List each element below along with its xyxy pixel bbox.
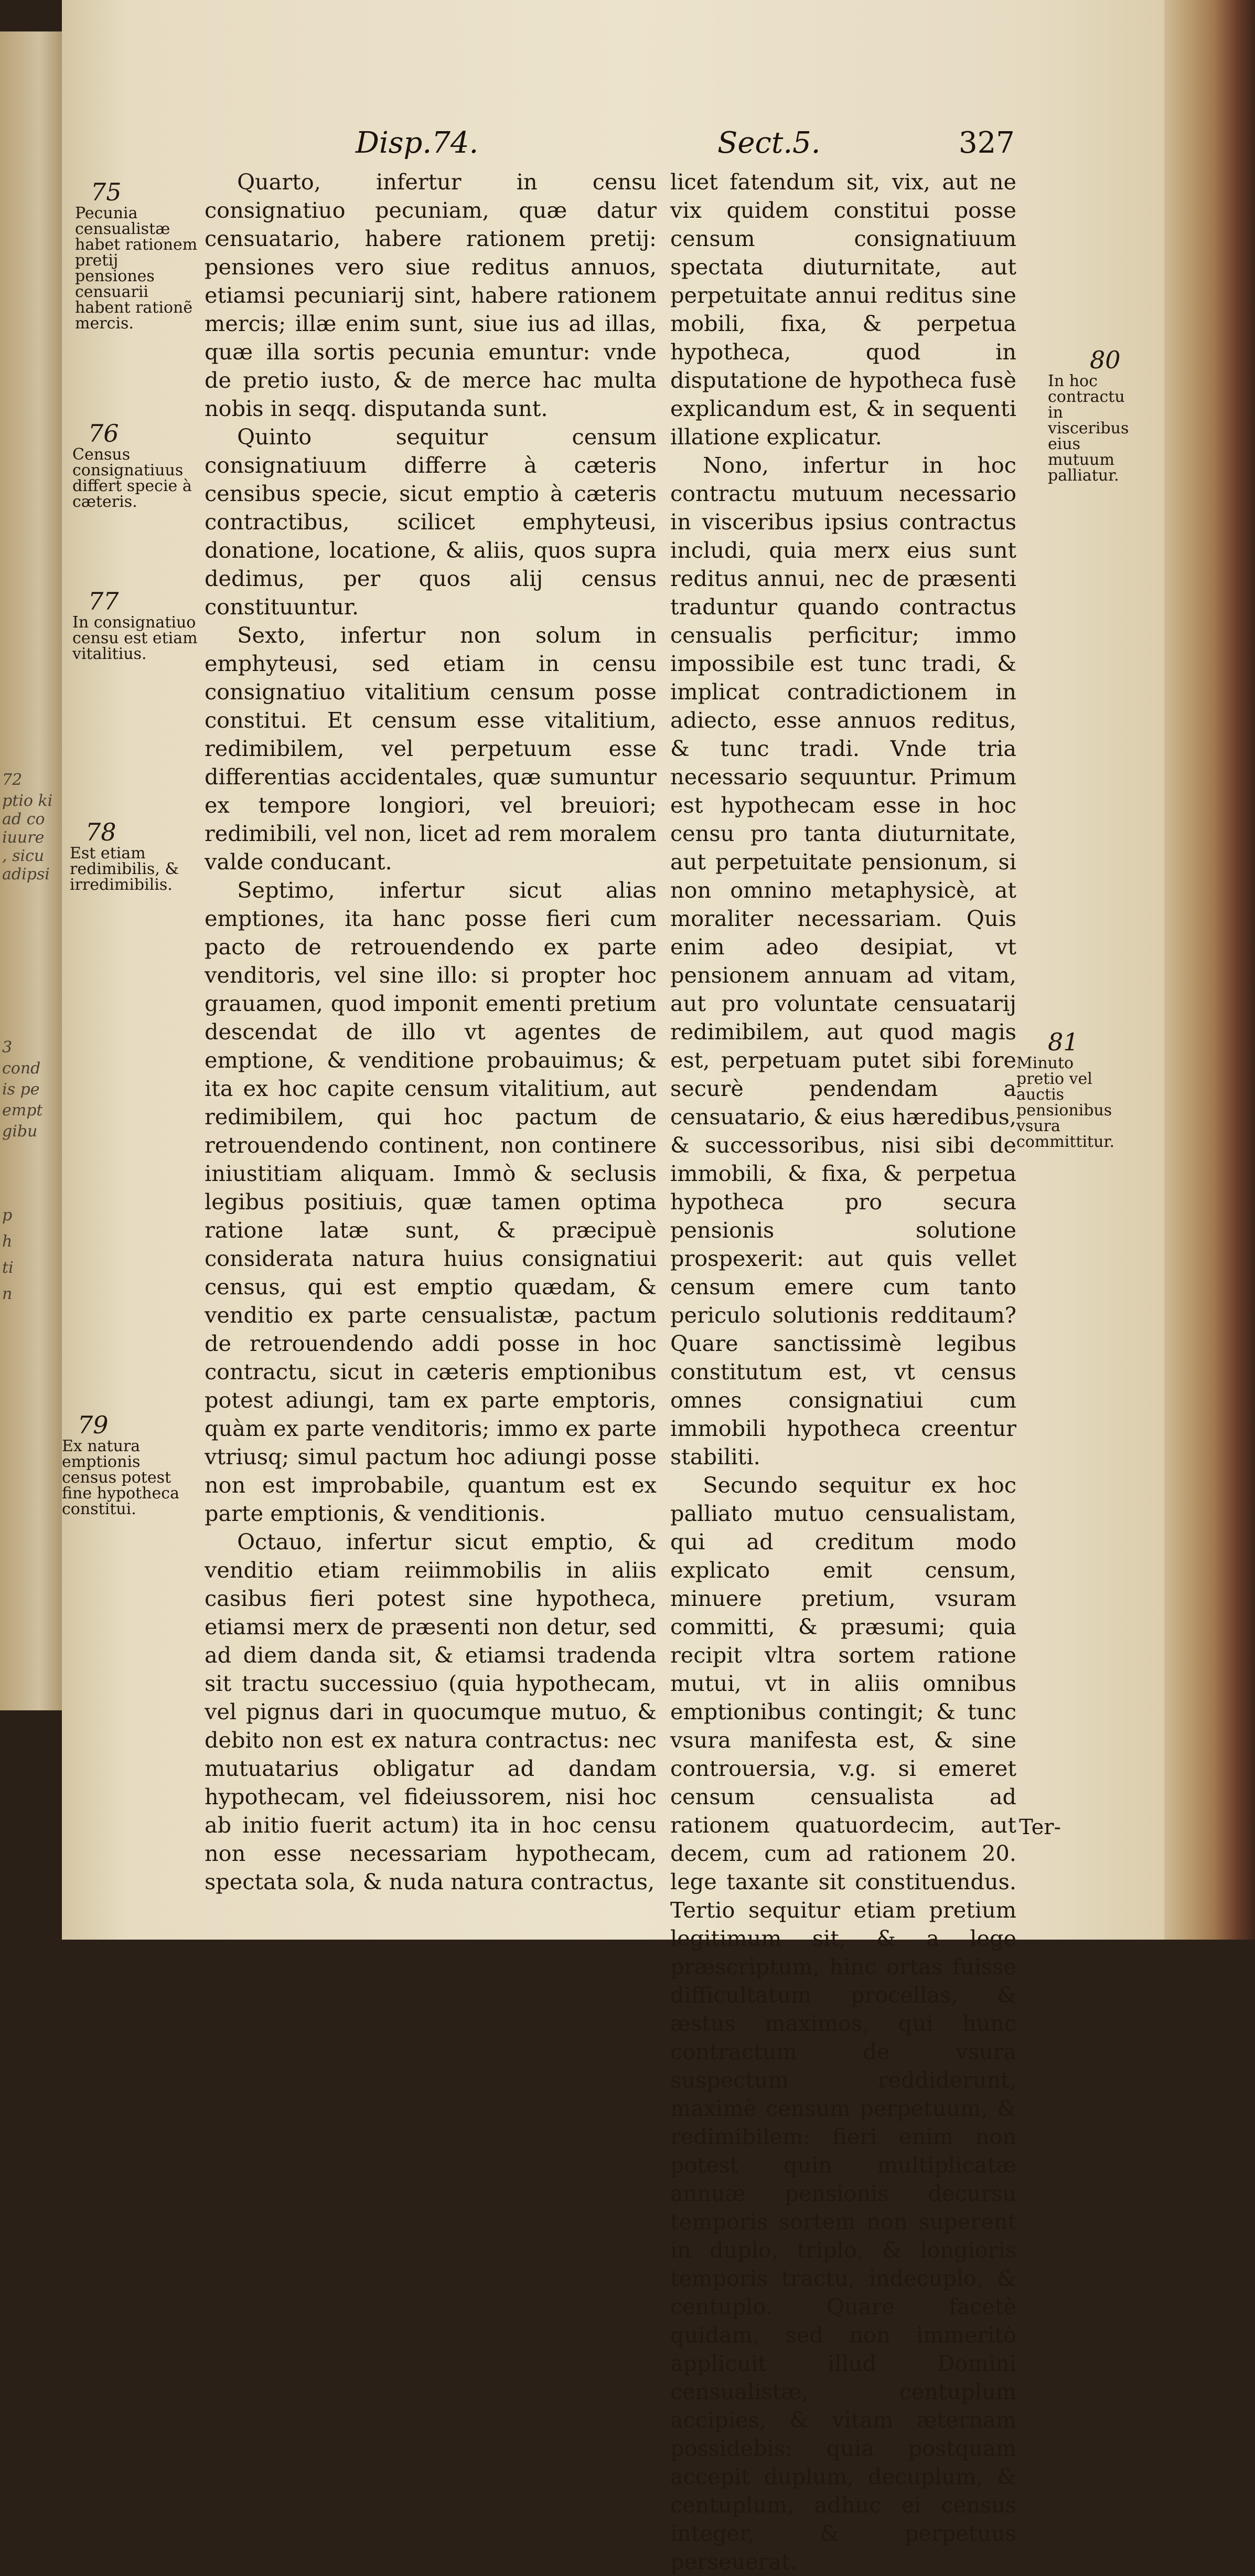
- margin-note: [72, 588, 198, 662]
- paragraph: Quinto sequitur censum consignatiuum differre à cæteris censibus specie, sicut emptio à cæteris contractibus, scilicet emphyteusi, donatione, locatione, & aliis, quos supra dedimus, per quos alij census constituuntur.: [205, 424, 657, 620]
- paragraph: licet fatendum sit, vix, aut ne vix quidem constitui posse censum consignatiuum spectata diuturnitate, aut perpetuitate annui reditus sine mobili, fixa, & perpetua hypotheca, quod in disputatione de hypotheca fusè explicandum est, & in sequenti illatione explicatur.: [670, 169, 1016, 450]
- left-page-fragment: 72: [2, 771, 23, 789]
- right-text-column: [670, 168, 1016, 2576]
- left-page-fragment: 3: [2, 1038, 13, 1057]
- left-page-fragment: n: [2, 1285, 13, 1303]
- disputation-heading: Disp.74.: [356, 126, 479, 160]
- margin-note: [1016, 1028, 1121, 1150]
- left-page-fragment: p: [2, 1206, 13, 1225]
- margin-note-number: 77: [88, 587, 119, 615]
- margin-note: [75, 178, 201, 332]
- section-heading: Sect.5.: [717, 126, 821, 160]
- left-page-fragment: is pe: [2, 1080, 40, 1099]
- left-page-fragment: ti: [2, 1259, 14, 1277]
- margin-note-text: Census consignatiuus differt specie à cæteris.: [72, 445, 192, 511]
- margin-note: [72, 420, 198, 510]
- margin-note: [1048, 346, 1142, 484]
- margin-note-number: 81: [1048, 1028, 1079, 1056]
- page-edge-shadow: [1164, 0, 1255, 1940]
- paragraph: Sexto, infertur non solum in emphyteusi, sed etiam in censu consignatiuo vitalitium censum posse constitui. Et censum esse vitalitium, redimibilem, vel perpetuum esse differentias accidentales, quæ sumuntur ex tempore longiori, vel breuiori; redimibili, vel non, licet ad rem moralem valde conducant.: [205, 623, 657, 875]
- margin-note: [70, 818, 196, 893]
- paragraph: Septimo, infertur sicut alias emptiones, ita hanc posse fieri cum pacto de retrouendendo ex parte venditoris, vel sine illo: si propter hoc grauamen, quod imponit ementi pretium descendat de illo vt agentes de emptione, & venditione probauimus; & ita ex hoc capite censum vitalitium, aut redimibilem, qui hoc pactum de retrouendendo continent, non continere iniustitiam aliquam. Immò & seclusis legibus positiuis, quæ tamen optima ratione latæ sunt, & præcipuè considerata natura huius consignatiui census, qui est emptio quædam, & venditio ex parte censualistæ, pactum de retrouendendo addi posse in hoc contractu, sicut in cæteris emptionibus potest adiungi, tam ex parte emptoris, quàm ex parte venditoris; immo ex parte vtriusq; simul pactum hoc adiungi posse non est improbabile, quantum est ex parte emptionis, & venditionis.: [205, 878, 657, 1526]
- left-page-fragment: h: [2, 1232, 13, 1251]
- margin-note-number: 76: [88, 419, 119, 448]
- previous-page-edge: [0, 31, 66, 1710]
- margin-note-text: Est etiam redimibilis, & irredimibilis.: [70, 844, 179, 894]
- page-number: 327: [959, 126, 1015, 160]
- paragraph: Octauo, infertur sicut emptio, & venditio etiam reiimmobilis in aliis casibus fieri potest sine hypotheca, etiamsi merx de præsenti non detur, sed ad diem danda sit, & etiamsi tradenda sit tractu successiuo (quia hypothecam, vel pignus dari in quocumque mutuo, & debito non est ex natura contractus: nec mutuatarius obligatur ad dandam hypothecam, vel fideiussorem, nisi hoc ab initio fuerit actum) ita in hoc censu non esse necessariam hypothecam, spectata sola, & nuda natura contractus,: [205, 1529, 657, 1894]
- margin-note-text: In hoc contractu in visceribus eius mutuum palliatur.: [1048, 372, 1129, 485]
- margin-note: [62, 1411, 188, 1517]
- margin-note-text: Ex natura emptionis census potest fine hypotheca constitui.: [62, 1437, 179, 1518]
- left-page-fragment: , sicu: [2, 847, 45, 865]
- margin-note-text: In consignatiuo censu est etiam vitalitius.: [72, 613, 198, 663]
- margin-note-number: 75: [91, 178, 122, 206]
- paragraph: Secundo sequitur ex hoc palliato mutuo censualistam, qui ad creditum modo explicato emit censum, minuere pretium, vsuram committi, & præsumi; quia recipit vltra sortem ratione mutui, vt in aliis omnibus emptionibus contingit; & tunc vsura manifesta est, & sine controuersia, v.g. si emeret censum censualista ad rationem quatuordecim, aut decem, cum ad rationem 20. lege taxante sit constituendus. Tertio sequitur etiam pretium legitimum sit, & a lege præscriptum, hinc ortas fuisse difficultatum procellas, & æstus maximos, qui hunc contractum de vsura suspectum reddiderunt, maximè censum perpetuum, & redimibilem: fieri enim non potest quin multiplicatæ annuæ pensionis decursu temporis sortem non superent in duplo, triplo, & longioris temporis tractu, indecuplo, & centuplo. Quare facetè quidam, sed non immeritò applicuit illud Domini censualistæ, centuplum accipies, & vitam æternam possidebis: quia postquam accepit duplum, decuplum, & centuplum, adhuc ei census integer, & perpetuus perseuerat.: [670, 1473, 1016, 2574]
- margin-note-number: 79: [78, 1411, 109, 1439]
- paragraph: Nono, infertur in hoc contractu mutuum necessario in visceribus ipsius contractus includi, quia merx eius sunt reditus annui, nec de præsenti traduntur quando contractus censualis perficitur; immo impossibile est tunc tradi, & implicat contradictionem in adiecto, esse annuos reditus, & tunc tradi. Vnde tria necessario sequuntur. Primum est hypothecam esse in hoc censu pro tanta diuturnitate, aut perpetuitate pensionum, si non omnino metaphysicè, at moraliter necessariam. Quis enim adeo desipiat, vt pensionem annuam ad vitam, aut pro voluntate censuatarij redimibilem, aut quod magis est, perpetuam putet sibi fore securè pendendam a censuatario, & eius hæredibus, & successoribus, nisi sibi de immobili, & fixa, & perpetua hypotheca pro secura pensionis solutione prospexerit: aut quis vellet censum emere cum tanto periculo solutionis redditaum? Quare sanctissimè legibus constitutum est, vt census omnes consignatiui cum immobili hypotheca creentur stabiliti.: [670, 453, 1016, 1470]
- running-header: [62, 126, 1203, 168]
- left-text-column: [205, 168, 657, 1896]
- margin-note-number: 78: [85, 818, 116, 846]
- left-page-fragment: ad co: [2, 810, 45, 828]
- left-page-fragment: ptio ki: [2, 792, 53, 810]
- book-page: [62, 0, 1203, 2574]
- margin-note-text: Pecunia censualistæ habet rationem pretij pensiones censuarii habent rationẽ mercis.: [75, 204, 198, 333]
- paragraph: Quarto, infertur in censu consignatiuo pecuniam, quæ datur censuatario, habere rationem pretij: pensiones vero siue reditus annuos, etiamsi pecuniarij sint, habere rationem mercis; illæ enim sunt, siue ius ad illas, quæ illa sortis pecunia emuntur: vnde de pretio iusto, & de merce hac multa nobis in seqq. disputanda sunt.: [205, 169, 657, 421]
- margin-note-number: 80: [1090, 346, 1121, 374]
- catchword: Ter-: [1019, 1815, 1061, 1839]
- margin-note-text: Minuto pretio vel auctis pensionibus vsura committitur.: [1016, 1054, 1115, 1151]
- left-page-fragment: gibu: [2, 1122, 38, 1141]
- left-page-fragment: iuure: [2, 828, 45, 847]
- left-page-fragment: cond: [2, 1059, 41, 1078]
- left-page-fragment: empt: [2, 1101, 43, 1120]
- left-page-fragment: adipsi: [2, 865, 50, 883]
